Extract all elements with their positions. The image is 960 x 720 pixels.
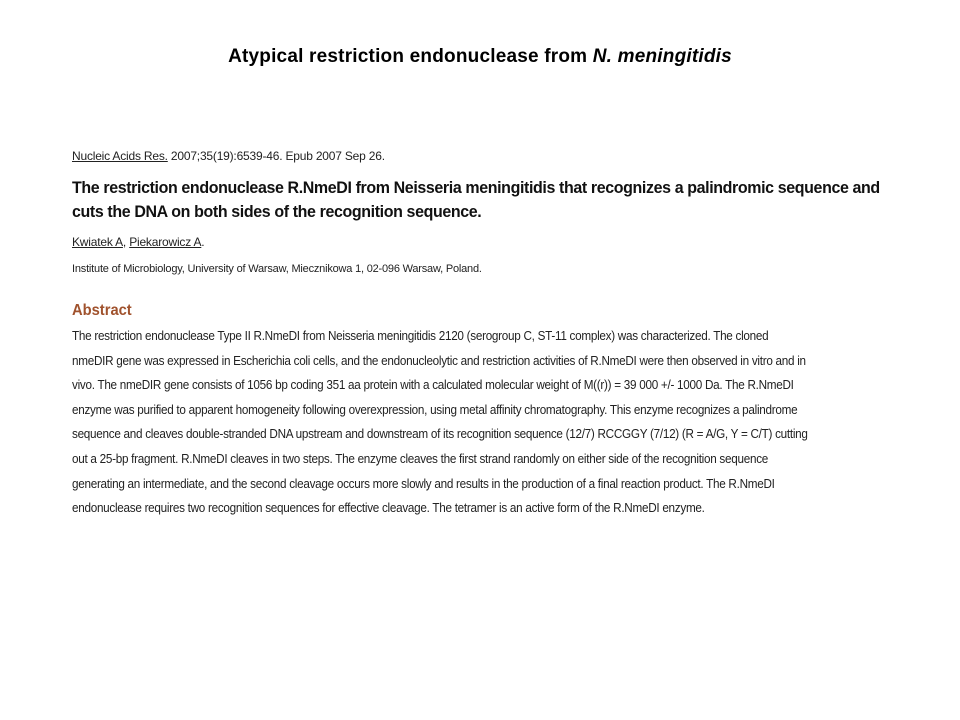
author-terminator: . <box>201 235 205 249</box>
citation-details: 2007;35(19):6539-46. Epub 2007 Sep 26. <box>167 149 385 163</box>
article-title: The restriction endonuclease R.NmeDI from Neisseria meningitidis that recognizes a palindromic sequence and cuts the DNA on both sides of the recognition sequence. <box>72 178 880 221</box>
abstract-heading: Abstract <box>72 302 132 319</box>
abstract-line: endonuclease requires two recognition sequences for effective cleavage. The tetramer is an active form of the R.NmeDI enzyme. <box>72 501 705 516</box>
abstract-line: vivo. The nmeDIR gene consists of 1056 bp coding 351 aa protein with a calculated molecular weight of M((r)) = 39 000 +/- 1000 Da. The R.NmeDI <box>72 378 794 393</box>
author-link-piekarowicz[interactable]: Piekarowicz A <box>129 235 202 249</box>
author-separator: , <box>122 235 130 249</box>
abstract-body <box>72 324 887 521</box>
slide-title <box>0 44 960 70</box>
abstract-line: generating an intermediate, and the second cleavage occurs more slowly and results in the production of a final reaction product. The R.NmeDI <box>72 476 775 491</box>
author-link-kwiatek[interactable]: Kwiatek A <box>72 235 123 249</box>
citation <box>72 148 892 164</box>
slide-title-species: N. meningitidis <box>592 46 732 67</box>
abstract-line: The restriction endonuclease Type II R.NmeDI from Neisseria meningitidis 2120 (serogroup C, ST-11 complex) was characterized. The cloned <box>72 329 769 343</box>
slide-title-main: Atypical restriction endonuclease from <box>228 46 593 67</box>
abstract-line: out a 25-bp fragment. R.NmeDI cleaves in two steps. The enzyme cleaves the first strand randomly on either side of the recognition sequence <box>72 451 769 466</box>
author-list <box>72 234 204 250</box>
abstract-line: nmeDIR gene was expressed in Escherichia coli cells, and the endonucleolytic and restriction activities of R.NmeDI were then observed in vitro and in <box>72 353 806 368</box>
abstract-line: enzyme was purified to apparent homogeneity following overexpression, using metal affinity chromatography. This enzyme recognizes a palindrome <box>72 402 798 417</box>
affiliation: Institute of Microbiology, University of Warsaw, Miecznikowa 1, 02-096 Warsaw, Poland. <box>72 263 482 275</box>
journal-link[interactable]: Nucleic Acids Res. <box>72 149 168 163</box>
abstract-line: sequence and cleaves double-stranded DNA upstream and downstream of its recognition sequence (12/7) RCCGGY (7/12) (R = A/G, Y = C/T) cutting <box>72 427 808 442</box>
